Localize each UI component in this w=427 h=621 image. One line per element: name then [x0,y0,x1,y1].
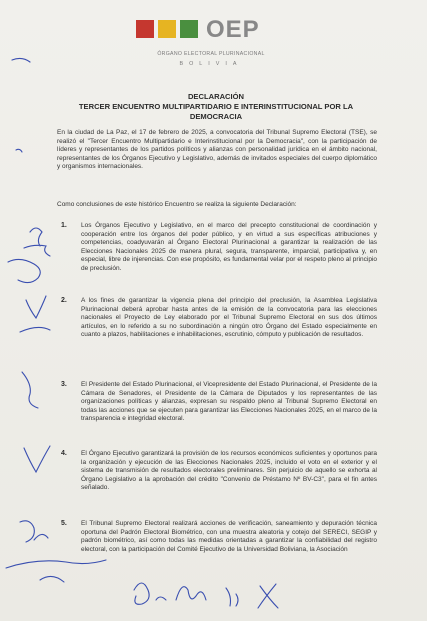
item-text: El Tribunal Supremo Electoral realizará acciones de verificación, saneamiento y depuración técnica oportuna del Padrón Electoral Biométrico, con una muestra aleatoria y cotejo del SERECI, SEGIP y padrón biométrico, así como todas las medidas orientadas a garantizar la confiabilidad del registro electoral, con la participación del Comité Ejecutivo de la Universidad Boliviana, la Asociación [81,520,377,553]
logo-subtitle: ÓRGANO ELECTORAL PLURINACIONAL [157,51,265,57]
logo-yellow-square [158,20,176,38]
title-line-2: TERCER ENCUENTRO MULTIPARTIDARIO E INTERINSTITUCIONAL POR LA [78,102,354,111]
item-text: A los fines de garantizar la vigencia plena del principio del preclusión, la Asamblea Legislativa Plurinacional deberá aprobar hasta antes de la emisión de la convocatoria para las elecciones nacionales el Proyecto de Ley elaborado por el Tribunal Supremo Electoral en sus dos últimos artículos, en lo referido a su no subordinación a ningún otro Órgano del Estado especialmente en cuanto a plazos, habilitaciones e inhabilitaciones, escrutinio, cómputo y publicación de resultados. [81,297,377,339]
signature-mark [24,446,50,472]
logo-acronym: OEP [206,16,260,43]
signature-mark [226,588,238,606]
lead-paragraph: Como conclusiones de este histórico Encuentro se realiza la siguiente Declaración: [57,201,297,208]
item-number: 5. [61,520,67,527]
signature-mark [20,296,50,332]
title-line-3: DEMOCRACIA [189,112,243,121]
signature-mark [258,584,278,608]
signature-mark [6,560,106,582]
item-text: El Presidente del Estado Plurinacional, el Vicepresidente del Estado Plurinacional, el Presidente de la Cámara de Senadores, el Presidente de la Cámara de Diputados y los representantes de las organizaciones políticas y alianzas, expresan su respaldo pleno al Tribunal Supremo Electoral en todas las acciones que se ejecuten para garantizar las Elecciones Nacionales 2025, en el marco de la transparencia e integridad electoral. [81,381,377,423]
signature-mark [8,259,40,282]
signature-mark [24,228,50,256]
oep-logo [136,16,296,80]
signature-mark [12,58,30,152]
item-text: El Órgano Ejecutivo garantizará la provisión de los recursos económicos suficientes y oportunos para la organización y ejecución de las Elecciones Nacionales 2025, incluido el voto en el exterior y el sistema de transmisión de resultados electorales preliminares. Sin perjuicio de aquello se exhorta al Órgano Legislativo a la aprobación del crédito "Convenio de Préstamo Nº BV-C3", para el fin antes señalado. [81,450,377,492]
signature-mark [176,587,206,600]
signature-mark [134,583,166,604]
logo-country: BOLIVIA [179,61,243,67]
item-number: 1. [61,222,67,229]
intro-paragraph: En la ciudad de La Paz, el 17 de febrero de 2025, a convocatoria del Tribunal Supremo Electoral (TSE), se realizó el "Tercer Encuentro Multipartidario e Interinstitucional por la Democracia", con la participación de líderes y representantes de los partidos políticos y alianzas con personalidad jurídica en el ámbito nacional, representantes de los Órganos Ejecutivo y Legislativo, además de invitados especiales del cuerpo diplomático y organismos internacionales. [57,129,377,171]
item-number: 2. [61,297,67,304]
signature-mark [20,521,48,542]
item-number: 3. [61,381,67,388]
signature-mark [22,372,38,408]
logo-green-square [180,20,198,38]
logo-red-square [136,20,154,38]
document-title [50,92,382,122]
item-text: Los Órganos Ejecutivo y Legislativo, en el marco del precepto constitucional de coordinación y cooperación entre los órganos del poder público, y en virtud a sus específicas atribuciones y competencias, coadyuvarán al Órgano Electoral Plurinacional a garantizar la realización de las Elecciones Nacionales 2025 de manera plural, segura, transparente, imparcial, participativa y, en especial, libre de injerencias. Con ese propósito, es fundamental velar por el respeto pleno al principio de preclusión. [81,222,377,272]
title-line-1: DECLARACIÓN [187,92,245,101]
item-number: 4. [61,450,67,457]
